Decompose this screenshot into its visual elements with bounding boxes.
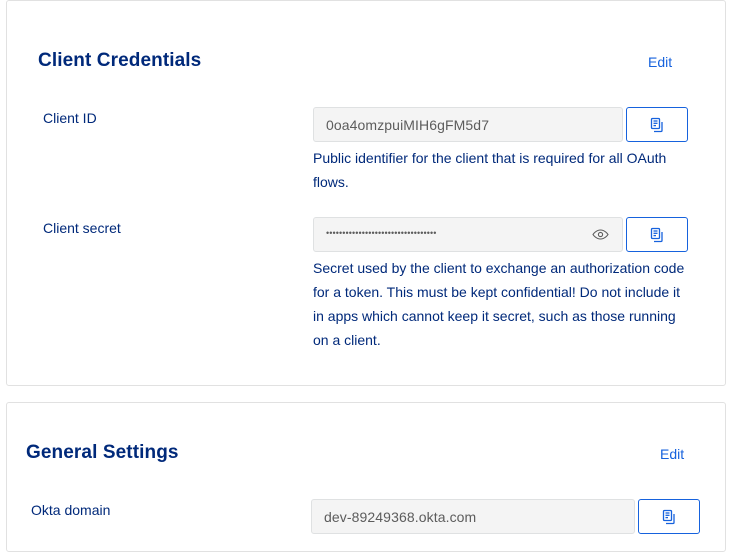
client-id-value: 0oa4omzpuiMIH6gFM5d7: [326, 116, 490, 133]
client-id-label: Client ID: [43, 110, 97, 126]
client-id-input[interactable]: [313, 107, 623, 142]
copy-okta-domain-button[interactable]: [638, 499, 700, 534]
client-secret-help-text: Secret used by the client to exchange an authorization code for a token. This must be kept confidential! Do not include it in apps which cannot keep it secret, such as those running on a client.: [313, 260, 685, 348]
general-settings-title: General Settings: [26, 442, 179, 463]
client-secret-label: Client secret: [43, 220, 121, 236]
eye-icon[interactable]: [590, 225, 610, 245]
okta-domain-input[interactable]: [311, 499, 635, 534]
client-credentials-title: Client Credentials: [38, 50, 202, 71]
client-secret-input[interactable]: [313, 217, 623, 252]
edit-general-settings-button[interactable]: Edit: [660, 446, 685, 462]
copy-icon: [661, 509, 677, 525]
client-id-help-text: Public identifier for the client that is required for all OAuth flows.: [313, 150, 667, 190]
edit-client-credentials-button[interactable]: Edit: [648, 54, 673, 70]
copy-client-id-button[interactable]: [626, 107, 688, 142]
copy-icon: [649, 227, 665, 243]
client-secret-value: ••••••••••••••••••••••••••••••••••: [326, 229, 437, 238]
okta-domain-label: Okta domain: [31, 502, 111, 518]
copy-icon: [649, 117, 665, 133]
copy-client-secret-button[interactable]: [626, 217, 688, 252]
okta-domain-value: dev-89249368.okta.com: [324, 508, 477, 525]
